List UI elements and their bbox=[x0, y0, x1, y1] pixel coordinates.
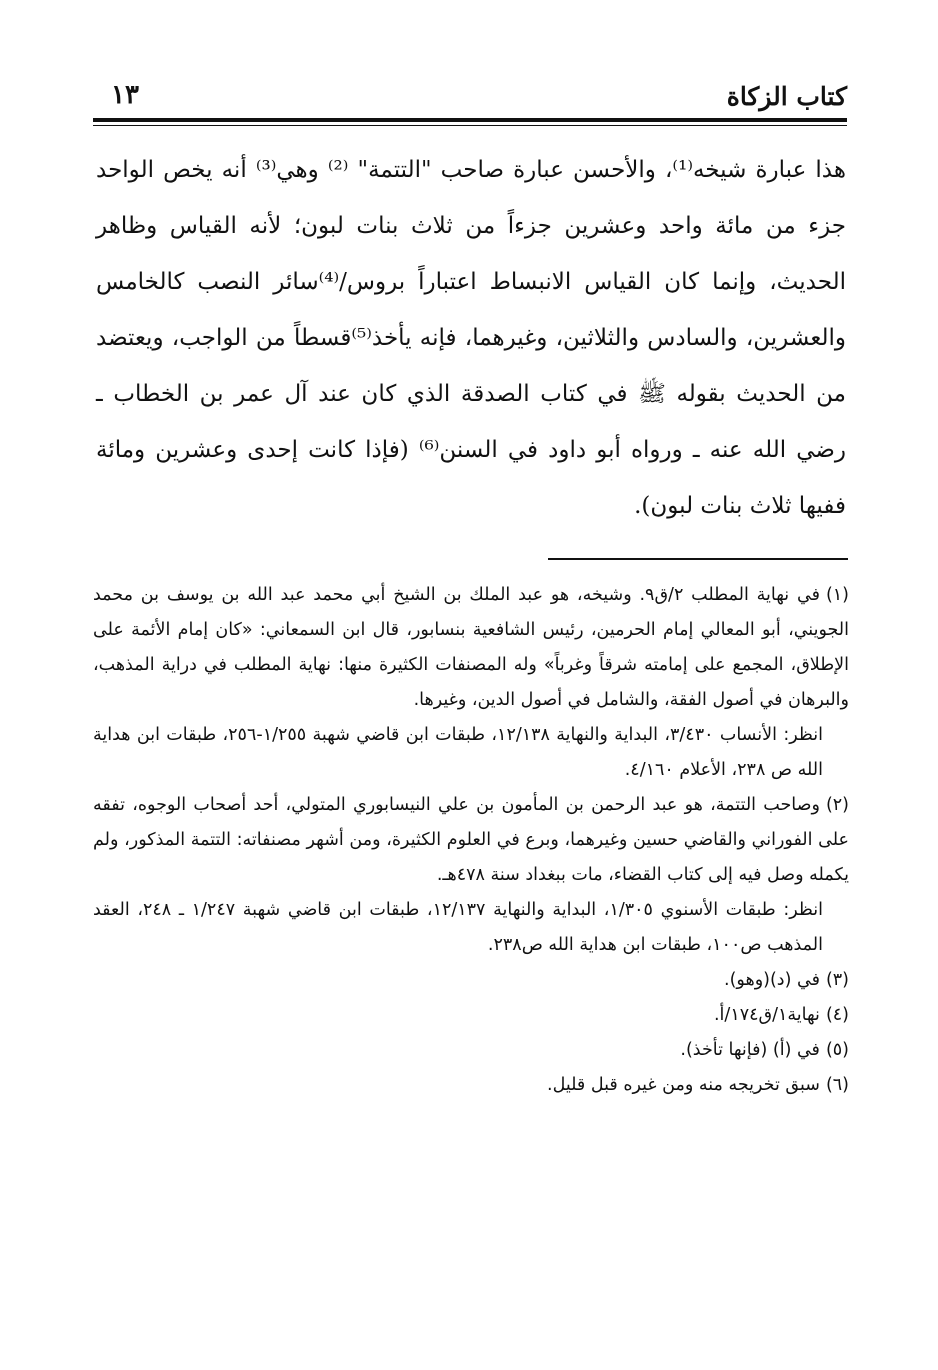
footnote-2 bbox=[93, 788, 849, 963]
footnote-reference: انظر: طبقات الأسنوي ١/٣٠٥، البداية والنهاية ١٢/١٣٧، طبقات ابن قاضي شهبة ١/٢٤٧ ـ ٢٤٨، العقد المذهب ص١٠٠، طبقات ابن هداية الله ص٢٣٨. bbox=[93, 900, 823, 955]
main-paragraph: هذا عبارة شيخه⁽¹⁾، والأحسن عبارة صاحب "التتمة" ⁽²⁾ وهي⁽³⁾ أنه يخص الواحد جزء من مائة واحد وعشرين جزءاً من ثلاث بنات لبون؛ لأنه القياس وظاهر الحديث، وإنما كان القياس الانبساط اعتباراً بروس/⁽⁴⁾سائر النصب كالخامس والعشرين، والسادس والثلاثين، وغيرهما، فإنه يأخذ⁽⁵⁾قسطاً من الواجب، ويعتضد من الحديث بقوله ﷺ في كتاب الصدقة الذي كان عند آل عمر بن الخطاب ـ رضي الله عنه ـ ورواه أبو داود في السنن⁽⁶⁾ (فإذا كانت إحدى وعشرين ومائة ففيها ثلاث بنات لبون). bbox=[96, 157, 846, 519]
footnote-6 bbox=[93, 1068, 849, 1103]
footnote-text: سبق تخريجه منه ومن غيره قبل قليل. bbox=[547, 1075, 820, 1095]
footnote-3 bbox=[93, 963, 849, 998]
header-rule-thick bbox=[93, 118, 847, 122]
footnote-text: في (أ) (فإنها تأخذ). bbox=[680, 1040, 820, 1060]
footnote-1 bbox=[93, 578, 849, 788]
footnote-5 bbox=[93, 1033, 849, 1068]
footnote-text: نهاية١/ق١٧٤/أ. bbox=[713, 1005, 820, 1025]
main-text bbox=[96, 142, 846, 534]
footnote-text: في (د)(وهو). bbox=[724, 970, 820, 990]
footnote-separator bbox=[548, 558, 848, 560]
running-title: كتاب الزكاة bbox=[726, 82, 847, 111]
footnote-text: وصاحب التتمة، هو عبد الرحمن بن المأمون بن علي النيسابوري المتولي، أحد أصحاب الوجوه، تفقه على الفوراني والقاضي حسين وغيرهما، وبرع في العلوم الكثيرة، ومن أشهر مصنفاته: التتمة المذكور، ولم يكمله وصل فيه إلى كتاب القضاء، مات ببغداد سنة ٤٧٨هـ. bbox=[93, 795, 849, 885]
footnote-number: (٢) bbox=[825, 795, 849, 815]
header-rule-thin bbox=[93, 125, 847, 126]
footnote-text: في نهاية المطلب ٢/ق٩. وشيخه، هو عبد الملك بن الشيخ أبي محمد عبد الله بن يوسف بن محمد الجويني، أبو المعالي إمام الحرمين، رئيس الشافعية بنسابور، قال ابن السمعاني: «كان إمام الأئمة على الإطلاق، المجمع على إمامته شرقاً وغرباً» وله المصنفات الكثيرة منها: نهاية المطلب في دراية المذهب، والبرهان في أصول الفقة، والشامل في أصول الدين، وغيرها. bbox=[93, 585, 849, 710]
footnotes bbox=[93, 578, 849, 1103]
footnote-number: (٤) bbox=[825, 1005, 849, 1025]
page-number: ١٣ bbox=[111, 80, 139, 110]
footnote-number: (٦) bbox=[825, 1075, 849, 1095]
footnote-number: (٣) bbox=[825, 970, 849, 990]
footnote-number: (١) bbox=[825, 585, 849, 605]
footnote-reference: انظر: الأنساب ٣/٤٣٠، البداية والنهاية ١٢/١٣٨، طبقات ابن قاضي شهبة ١/٢٥٥-٢٥٦، طبقات ابن هداية الله ص ٢٣٨، الأعلام ٤/١٦٠. bbox=[93, 725, 823, 780]
footnote-4 bbox=[93, 998, 849, 1033]
page-header bbox=[93, 78, 847, 118]
footnote-number: (٥) bbox=[825, 1040, 849, 1060]
